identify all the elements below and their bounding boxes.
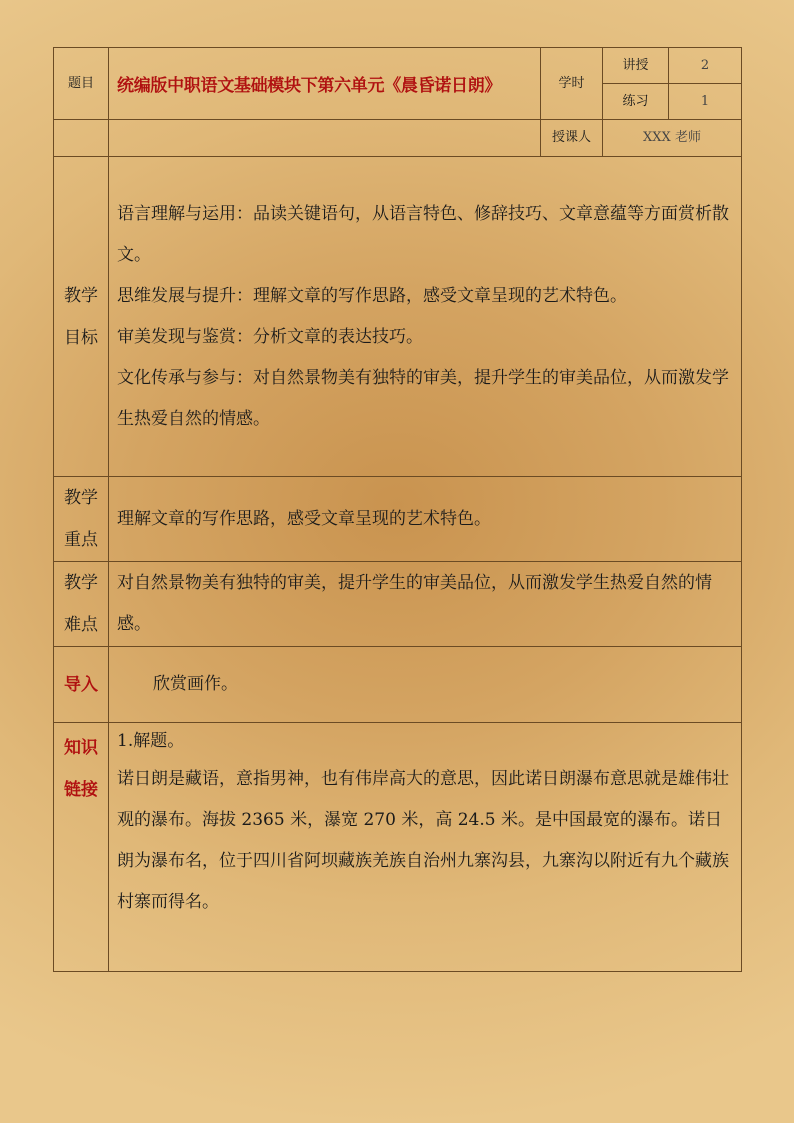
knowledge-row xyxy=(54,723,742,972)
teacher-value: XXX 老师 xyxy=(603,120,742,157)
teacher-label: 授课人 xyxy=(541,120,603,157)
objective-language: 语言理解与运用：品读关键语句，从语言特色、修辞技巧、文章意蕴等方面赏析散文。 xyxy=(117,203,729,265)
focus-label xyxy=(54,477,109,562)
difficulty-label-line1: 教学 xyxy=(64,573,98,593)
objective-thinking: 思维发展与提升：理解文章的写作思路，感受文章呈现的艺术特色。 xyxy=(117,285,627,306)
difficulty-label xyxy=(54,562,109,647)
lecture-label: 讲授 xyxy=(603,48,669,84)
knowledge-label-line1: 知识 xyxy=(64,738,98,758)
intro-text: 欣赏画作。 xyxy=(153,674,238,694)
knowledge-heading: 1.解题。 xyxy=(117,731,185,751)
intro-label: 导入 xyxy=(54,647,109,723)
lesson-plan-table xyxy=(53,47,742,972)
objective-aesthetic: 审美发现与鉴赏：分析文章的表达技巧。 xyxy=(117,326,423,347)
difficulty-row xyxy=(54,562,742,647)
knowledge-text: 诺日朗是藏语，意指男神，也有伟岸高大的意思，因此诺日朗瀑布意思就是雄伟壮观的瀑布。海拔 2365 米，瀑宽 270 米，高 24.5 米。是中国最宽的瀑布。诺日朗为瀑布名，位于四川省阿坝藏族羌族自治州九寨沟县，九寨沟以附近有九个藏族村寨而得名。 xyxy=(117,769,729,912)
objectives-content xyxy=(109,157,742,477)
knowledge-content xyxy=(109,723,742,972)
header-row-1 xyxy=(54,48,742,84)
focus-text: 理解文章的写作思路，感受文章呈现的艺术特色。 xyxy=(117,508,491,529)
difficulty-text: 对自然景物美有独特的审美，提升学生的审美品位，从而激发学生热爱自然的情感。 xyxy=(117,573,712,634)
focus-label-line2: 重点 xyxy=(64,530,98,550)
objectives-label xyxy=(54,157,109,477)
objectives-row xyxy=(54,157,742,477)
focus-label-line1: 教学 xyxy=(64,488,98,508)
objective-culture: 文化传承与参与：对自然景物美有独特的审美，提升学生的审美品位，从而激发学生热爱自然的情感。 xyxy=(117,367,729,429)
objectives-label-line1: 教学 xyxy=(64,285,98,306)
focus-row xyxy=(54,477,742,562)
practice-hours-value: 1 xyxy=(669,84,742,120)
knowledge-label-line2: 链接 xyxy=(64,780,98,800)
practice-label: 练习 xyxy=(603,84,669,120)
difficulty-content xyxy=(109,562,742,647)
empty-cell xyxy=(109,120,541,157)
difficulty-label-line2: 难点 xyxy=(64,615,98,635)
hours-label: 学时 xyxy=(541,48,603,120)
header-row-3 xyxy=(54,120,742,157)
lesson-title: 统编版中职语文基础模块下第六单元《晨昏诺日朗》 xyxy=(109,48,541,120)
empty-cell xyxy=(54,120,109,157)
intro-content xyxy=(109,647,742,723)
topic-label: 题目 xyxy=(54,48,109,120)
intro-row xyxy=(54,647,742,723)
objectives-label-line2: 目标 xyxy=(64,327,98,348)
lecture-hours-value: 2 xyxy=(669,48,742,84)
knowledge-label xyxy=(54,723,109,972)
focus-content xyxy=(109,477,742,562)
